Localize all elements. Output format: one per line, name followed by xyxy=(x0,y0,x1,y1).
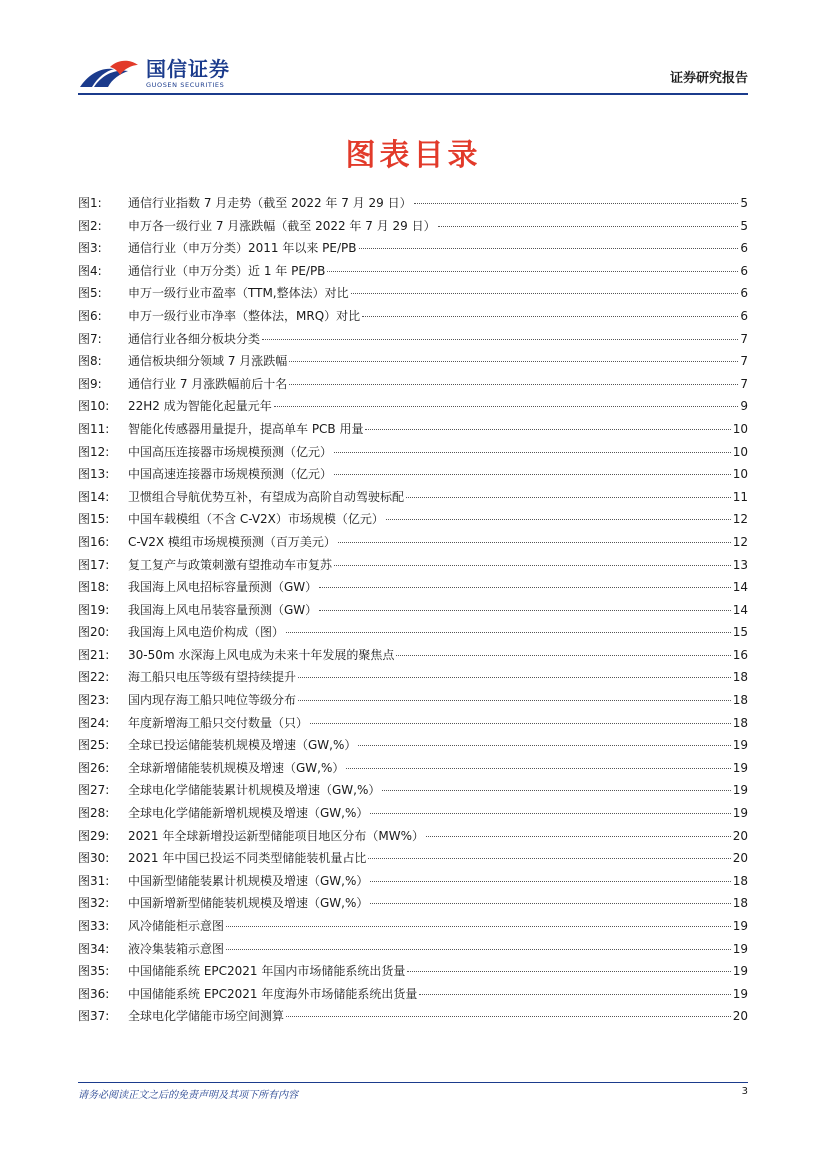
toc-entry-label: 图12: xyxy=(78,444,110,459)
toc-entry-page: 18 xyxy=(732,693,748,708)
toc-entry-title: 通信行业 7 月涨跌幅前后十名 xyxy=(128,376,288,391)
toc-entry[interactable] xyxy=(78,1005,748,1028)
toc-entry-page: 19 xyxy=(732,919,748,933)
toc-entry-title: 30-50m 水深海上风电成为未来十年发展的聚焦点 xyxy=(128,647,395,662)
toc-entry-label: 图6: xyxy=(78,308,102,323)
toc-entry[interactable] xyxy=(78,418,748,441)
toc-entry-title: 全球电化学储能新增机规模及增速（GW,%） xyxy=(128,806,369,821)
toc-leader-dots xyxy=(226,949,731,950)
toc-leader-dots xyxy=(426,836,731,837)
toc-leader-dots xyxy=(370,881,730,882)
toc-entry-label: 图5: xyxy=(78,286,102,301)
toc-entry-page: 11 xyxy=(732,489,748,504)
toc-entry[interactable] xyxy=(78,825,748,848)
toc-leader-dots xyxy=(327,271,738,272)
toc-entry-label: 图22: xyxy=(78,670,110,685)
toc-leader-dots xyxy=(334,565,731,566)
toc-leader-dots xyxy=(338,542,731,543)
toc-leader-dots xyxy=(351,293,739,294)
toc-entry-page: 19 xyxy=(732,806,748,821)
toc-entry[interactable] xyxy=(78,757,748,780)
toc-leader-dots xyxy=(370,813,730,814)
toc-entry-label: 图21: xyxy=(78,647,110,662)
toc-entry-label: 图29: xyxy=(78,828,110,843)
toc-entry-title: 通信行业指数 7 月走势（截至 2022 年 7 月 29 日） xyxy=(128,196,412,210)
toc-list xyxy=(78,192,748,1028)
toc-entry-title: 2021 年中国已投运不同类型储能装机量占比 xyxy=(128,851,367,866)
toc-leader-dots xyxy=(274,406,739,407)
toc-entry[interactable] xyxy=(78,373,748,396)
toc-entry[interactable] xyxy=(78,666,748,689)
toc-entry-page: 5 xyxy=(740,196,748,210)
page-header xyxy=(78,55,748,95)
toc-entry[interactable] xyxy=(78,305,748,328)
toc-title: 图表目录 xyxy=(345,138,482,173)
toc-entry-label: 图37: xyxy=(78,1009,110,1024)
toc-entry-page: 13 xyxy=(732,557,748,572)
toc-entry-label: 图19: xyxy=(78,602,110,617)
toc-entry-page: 18 xyxy=(732,670,748,685)
toc-entry-page: 9 xyxy=(740,399,748,414)
toc-entry[interactable] xyxy=(78,802,748,825)
toc-entry-label: 图36: xyxy=(78,986,110,1001)
toc-leader-dots xyxy=(386,519,731,520)
toc-entry-page: 19 xyxy=(732,986,748,1001)
toc-entry-label: 图4: xyxy=(78,263,102,278)
toc-entry[interactable] xyxy=(78,983,748,1006)
toc-entry-label: 图3: xyxy=(78,241,102,256)
toc-entry[interactable] xyxy=(78,712,748,735)
toc-entry-label: 图27: xyxy=(78,783,110,798)
toc-leader-dots xyxy=(289,384,738,385)
toc-entry-page: 18 xyxy=(732,715,748,730)
toc-entry-page: 20 xyxy=(732,828,748,843)
toc-entry-label: 图7: xyxy=(78,331,102,346)
toc-leader-dots xyxy=(414,203,739,204)
toc-leader-dots xyxy=(365,429,730,430)
toc-entry-page: 19 xyxy=(732,964,748,979)
toc-entry[interactable] xyxy=(78,576,748,599)
toc-entry[interactable] xyxy=(78,847,748,870)
toc-leader-dots xyxy=(368,858,730,859)
toc-entry[interactable] xyxy=(78,395,748,418)
toc-entry-page: 20 xyxy=(732,851,748,866)
toc-leader-dots xyxy=(370,903,730,904)
toc-entry-title: 通信行业（申万分类）近 1 年 PE/PB xyxy=(128,263,326,278)
guosen-logo-icon xyxy=(78,57,140,91)
toc-entry[interactable] xyxy=(78,328,748,351)
toc-entry-label: 图18: xyxy=(78,580,110,595)
toc-entry-page: 6 xyxy=(740,241,748,256)
toc-leader-dots xyxy=(334,474,731,475)
toc-entry[interactable] xyxy=(78,260,748,283)
toc-entry[interactable] xyxy=(78,779,748,802)
toc-entry-page: 6 xyxy=(740,308,748,323)
toc-entry-page: 14 xyxy=(732,602,748,617)
toc-entry-title: 风冷储能柜示意图 xyxy=(128,919,225,933)
toc-entry[interactable] xyxy=(78,599,748,622)
toc-entry[interactable] xyxy=(78,531,748,554)
toc-entry[interactable] xyxy=(78,463,748,486)
header-divider xyxy=(78,93,748,95)
toc-entry-title: 申万各一级行业 7 月涨跌幅（截至 2022 年 7 月 29 日） xyxy=(128,218,436,233)
logo-english-name: GUOSEN SECURITIES xyxy=(146,81,225,89)
toc-entry-title: 中国高压连接器市场规模预测（亿元） xyxy=(128,444,333,459)
toc-entry-page: 6 xyxy=(740,286,748,301)
toc-entry-page: 14 xyxy=(732,580,748,595)
toc-leader-dots xyxy=(359,248,739,249)
toc-entry-label: 图16: xyxy=(78,534,110,549)
toc-entry-title: 我国海上风电招标容量预测（GW） xyxy=(128,580,318,595)
toc-entry-title: 液冷集装箱示意图 xyxy=(128,941,225,956)
toc-entry[interactable] xyxy=(78,689,748,712)
toc-leader-dots xyxy=(358,745,730,746)
toc-entry-page: 10 xyxy=(732,421,748,436)
toc-entry-label: 图20: xyxy=(78,625,110,640)
toc-entry-label: 图25: xyxy=(78,738,110,753)
toc-entry-title: 国内现存海工船只吨位等级分布 xyxy=(128,693,297,708)
toc-entry-page: 19 xyxy=(732,738,748,753)
toc-entry[interactable] xyxy=(78,892,748,915)
toc-entry[interactable] xyxy=(78,486,748,509)
toc-leader-dots xyxy=(286,632,731,633)
company-logo xyxy=(78,57,230,91)
toc-leader-dots xyxy=(396,655,730,656)
toc-entry-title: 申万一级行业市净率（整体法，MRQ）对比 xyxy=(128,308,361,323)
toc-entry-title: 复工复产与政策刺激有望推动车市复苏 xyxy=(128,557,333,572)
toc-leader-dots xyxy=(298,677,731,678)
toc-entry-page: 10 xyxy=(732,444,748,459)
toc-entry-page: 16 xyxy=(732,647,748,662)
toc-entry-title: 中国储能系统 EPC2021 年度海外市场储能系统出货量 xyxy=(128,986,418,1001)
toc-entry-label: 图26: xyxy=(78,760,110,775)
toc-leader-dots xyxy=(319,610,731,611)
toc-entry-page: 19 xyxy=(732,760,748,775)
toc-entry-title: 中国高速连接器市场规模预测（亿元） xyxy=(128,467,333,482)
toc-entry-label: 图1: xyxy=(78,196,102,210)
toc-entry-page: 7 xyxy=(740,331,748,346)
toc-entry-title: 全球已投运储能装机规模及增速（GW,%） xyxy=(128,738,357,753)
toc-entry-title: 通信板块细分领域 7 月涨跌幅 xyxy=(128,354,288,369)
toc-entry-title: 全球电化学储能装累计机规模及增速（GW,%） xyxy=(128,783,381,798)
toc-entry-title: 年度新增海工船只交付数量（只） xyxy=(128,715,309,730)
toc-entry-label: 图10: xyxy=(78,399,110,414)
toc-leader-dots xyxy=(362,316,738,317)
toc-entry-label: 图28: xyxy=(78,806,110,821)
toc-entry-page: 12 xyxy=(732,534,748,549)
toc-entry-title: 22H2 成为智能化起量元年 xyxy=(128,399,272,414)
toc-entry-page: 19 xyxy=(732,941,748,956)
toc-entry-title: 中国新增新型储能装机规模及增速（GW,%） xyxy=(128,896,369,911)
toc-leader-dots xyxy=(319,587,731,588)
toc-entry-title: 智能化传感器用量提升，提高单车 PCB 用量 xyxy=(128,421,364,436)
toc-entry-label: 图35: xyxy=(78,964,110,979)
toc-entry-label: 图34: xyxy=(78,941,110,956)
toc-entry-page: 18 xyxy=(732,896,748,911)
footer-disclaimer: 请务必阅读正文之后的免责声明及其项下所有内容 xyxy=(78,1090,298,1101)
toc-leader-dots xyxy=(382,790,730,791)
page-number: 3 xyxy=(741,1086,748,1097)
toc-entry-label: 图24: xyxy=(78,715,110,730)
toc-entry-title: 通信行业各细分板块分类 xyxy=(128,331,261,346)
toc-entry[interactable] xyxy=(78,644,748,667)
toc-entry-title: 我国海上风电造价构成（图） xyxy=(128,625,285,640)
toc-entry-title: 中国储能系统 EPC2021 年国内市场储能系统出货量 xyxy=(128,964,406,979)
toc-entry-title: 中国新型储能装累计机规模及增速（GW,%） xyxy=(128,873,369,888)
logo-chinese-name: 国信证券 xyxy=(146,57,230,81)
toc-leader-dots xyxy=(407,971,730,972)
toc-entry[interactable] xyxy=(78,282,748,305)
toc-leader-dots xyxy=(310,723,731,724)
toc-entry[interactable] xyxy=(78,938,748,961)
toc-entry-title: 全球电化学储能市场空间测算 xyxy=(128,1009,285,1024)
toc-entry[interactable] xyxy=(78,734,748,757)
toc-entry-title: 卫惯组合导航优势互补，有望成为高阶自动驾驶标配 xyxy=(128,489,405,504)
toc-entry-title: 全球新增储能装机规模及增速（GW,%） xyxy=(128,760,345,775)
toc-entry[interactable] xyxy=(78,554,748,577)
toc-entry[interactable] xyxy=(78,192,748,215)
toc-entry[interactable] xyxy=(78,915,748,938)
toc-entry-page: 19 xyxy=(732,783,748,798)
toc-leader-dots xyxy=(438,226,739,227)
toc-leader-dots xyxy=(226,926,731,927)
toc-entry-title: 海工船只电压等级有望持续提升 xyxy=(128,670,297,685)
toc-leader-dots xyxy=(286,1016,731,1017)
toc-entry[interactable] xyxy=(78,621,748,644)
toc-entry-page: 15 xyxy=(732,625,748,640)
toc-leader-dots xyxy=(334,452,731,453)
toc-entry-label: 图30: xyxy=(78,851,110,866)
toc-entry-label: 图15: xyxy=(78,512,110,527)
toc-leader-dots xyxy=(419,994,730,995)
toc-entry-page: 7 xyxy=(740,354,748,369)
toc-entry-title: 2021 年全球新增投运新型储能项目地区分布（MW%） xyxy=(128,828,424,843)
toc-entry-label: 图32: xyxy=(78,896,110,911)
toc-leader-dots xyxy=(406,497,731,498)
toc-entry-page: 5 xyxy=(740,218,748,233)
toc-entry-label: 图9: xyxy=(78,376,102,391)
report-type-label: 证券研究报告 xyxy=(669,71,748,86)
toc-leader-dots xyxy=(289,361,738,362)
toc-entry[interactable] xyxy=(78,508,748,531)
toc-leader-dots xyxy=(298,700,731,701)
toc-entry[interactable] xyxy=(78,350,748,373)
toc-entry-page: 12 xyxy=(732,512,748,527)
toc-entry-label: 图31: xyxy=(78,873,110,888)
toc-entry-page: 6 xyxy=(740,263,748,278)
toc-entry-page: 18 xyxy=(732,873,748,888)
toc-entry[interactable] xyxy=(78,237,748,260)
footer-divider xyxy=(78,1082,748,1083)
toc-entry-label: 图8: xyxy=(78,354,102,369)
toc-entry-title: 通信行业（申万分类）2011 年以来 PE/PB xyxy=(128,241,357,256)
toc-entry-label: 图23: xyxy=(78,693,110,708)
toc-entry-title: 申万一级行业市盈率（TTM,整体法）对比 xyxy=(128,286,349,301)
toc-entry-title: C-V2X 模组市场规模预测（百万美元） xyxy=(128,534,336,549)
toc-entry-label: 图13: xyxy=(78,467,110,482)
toc-entry-title: 我国海上风电吊装容量预测（GW） xyxy=(128,602,318,617)
toc-entry[interactable] xyxy=(78,960,748,983)
toc-entry-title: 中国车载模组（不含 C-V2X）市场规模（亿元） xyxy=(128,512,384,527)
toc-entry-label: 图33: xyxy=(78,919,110,933)
toc-leader-dots xyxy=(262,339,738,340)
toc-entry-page: 20 xyxy=(732,1009,748,1024)
toc-entry-label: 图14: xyxy=(78,489,110,504)
toc-entry-label: 图2: xyxy=(78,218,102,233)
toc-entry-page: 10 xyxy=(732,467,748,482)
toc-entry[interactable] xyxy=(78,441,748,464)
toc-entry[interactable] xyxy=(78,215,748,238)
toc-entry-page: 7 xyxy=(740,376,748,391)
toc-entry-label: 图17: xyxy=(78,557,110,572)
toc-entry-label: 图11: xyxy=(78,421,110,436)
toc-leader-dots xyxy=(346,768,730,769)
toc-entry[interactable] xyxy=(78,870,748,893)
